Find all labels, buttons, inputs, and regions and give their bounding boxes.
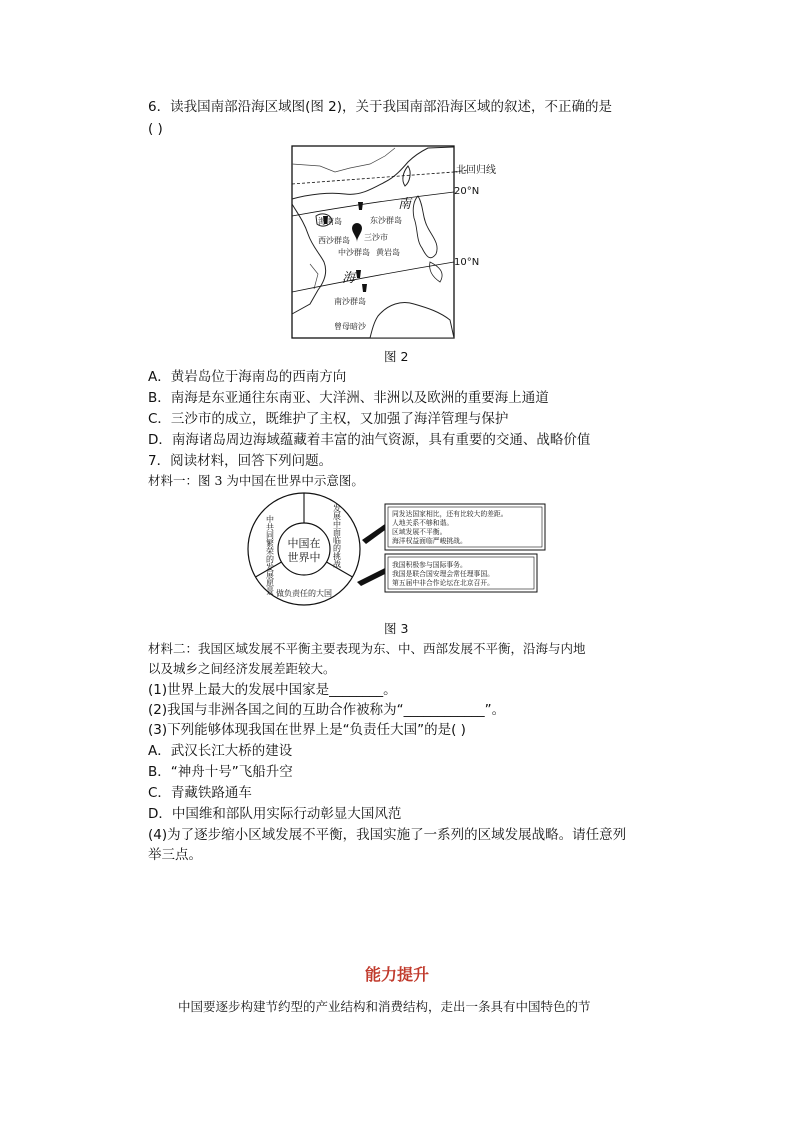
q7-sub1: (1)世界上最大的发展中国家是________。: [148, 682, 397, 698]
q7-sub3-option-d: D．中国维和部队用实际行动彰显大国风范: [148, 806, 402, 822]
lat-20n-label: 20°N: [454, 186, 480, 197]
q6-answer-bracket: ( ): [148, 121, 163, 137]
q7-material2-line2: 以及城乡之间经济发展差距较大。: [148, 661, 336, 676]
q7-material2-line1: 材料二：我国区域发展不平衡主要表现为东、中、西部发展不平衡，沿海与内地: [148, 641, 586, 656]
figure2-caption: 图 2: [384, 349, 409, 364]
label-zengmu: 曾母暗沙: [334, 322, 366, 331]
q7-sub2: (2)我国与非洲各国之间的互助合作被称为“____________”。: [148, 702, 506, 718]
diagram-center-line1: 中国在: [287, 537, 321, 550]
sea-char-nan: 南: [398, 197, 412, 212]
box2-line1: 我国积极参与国际事务。: [392, 561, 467, 569]
diagram-center-line2: 世界中: [287, 551, 321, 564]
box1-line3: 区域发展不平衡。: [392, 528, 447, 536]
arrow-icon: [357, 568, 385, 586]
q6-option-d: D．南海诸岛周边海域蕴藏着丰富的油气资源，具有重要的交通、战略价值: [148, 432, 591, 448]
arrow-icon: [362, 524, 385, 544]
label-xisha: 西沙群岛: [318, 236, 350, 245]
q6-stem: 6．读我国南部沿海区域图(图 2)，关于我国南部沿海区域的叙述，不正确的是: [148, 99, 613, 115]
label-sansha: 三沙市: [364, 233, 388, 242]
q6-option-a: A．黄岩岛位于海南岛的西南方向: [148, 369, 347, 385]
diagram-seg-bottom: 做负责任的大国: [276, 589, 332, 598]
label-huangyan: 黄岩岛: [376, 248, 400, 257]
south-china-sea-map: [290, 144, 510, 340]
q7-sub3-option-a: A．武汉长江大桥的建设: [148, 743, 293, 759]
q6-option-c: C．三沙市的成立，既维护了主权，又加强了海洋管理与保护: [148, 411, 509, 427]
q7-stem: 7．阅读材料，回答下列问题。: [148, 453, 333, 469]
china-in-world-diagram: [245, 490, 550, 608]
q7-sub3-option-c: C．青藏铁路通车: [148, 785, 252, 801]
lat-10n-label: 10°N: [454, 257, 480, 268]
q7-material1: 材料一：图 3 为中国在世界中示意图。: [148, 473, 364, 488]
label-zhongsha: 中沙群岛: [338, 248, 370, 257]
box1-line4: 海洋权益面临严峻挑战。: [392, 537, 467, 545]
label-dongsha: 东沙群岛: [370, 216, 402, 225]
tropic-of-cancer-label: 北回归线: [456, 165, 496, 176]
section-heading: 能力提升: [364, 965, 429, 984]
q7-sub4-line1: (4)为了逐步缩小区域发展不平衡，我国实施了一系列的区域发展战略。请任意列: [148, 827, 627, 843]
box2-line2: 我国是联合国安理会常任理事国。: [392, 570, 494, 578]
diagram-seg-right: 发展中面临的挑战: [332, 504, 342, 568]
q7-sub3: (3)下列能够体现我国在世界上是“负责任大国”的是( ): [148, 722, 466, 738]
figure3-caption: 图 3: [384, 621, 409, 636]
label-nansha: 南沙群岛: [334, 297, 366, 306]
diagram-seg-left: 中共同繁荣的发展愿景: [265, 515, 275, 595]
q7-sub4-line2: 举三点。: [148, 847, 202, 863]
sea-char-hai: 海: [342, 271, 356, 286]
box1-line1: 同发达国家相比，还有比较大的差距。: [392, 510, 508, 518]
q7-sub3-option-b: B．“神舟十号”飞船升空: [148, 764, 293, 780]
section-intro: 中国要逐步构建节约型的产业结构和消费结构，走出一条具有中国特色的节: [178, 999, 591, 1014]
label-hainan: 海南岛: [318, 217, 342, 226]
box2-line3: 第五届中非合作论坛在北京召开。: [392, 579, 494, 587]
q6-option-b: B．南海是东亚通往东南亚、大洋洲、非洲以及欧洲的重要海上通道: [148, 390, 549, 406]
box1-line2: 人地关系不够和谐。: [392, 519, 454, 527]
